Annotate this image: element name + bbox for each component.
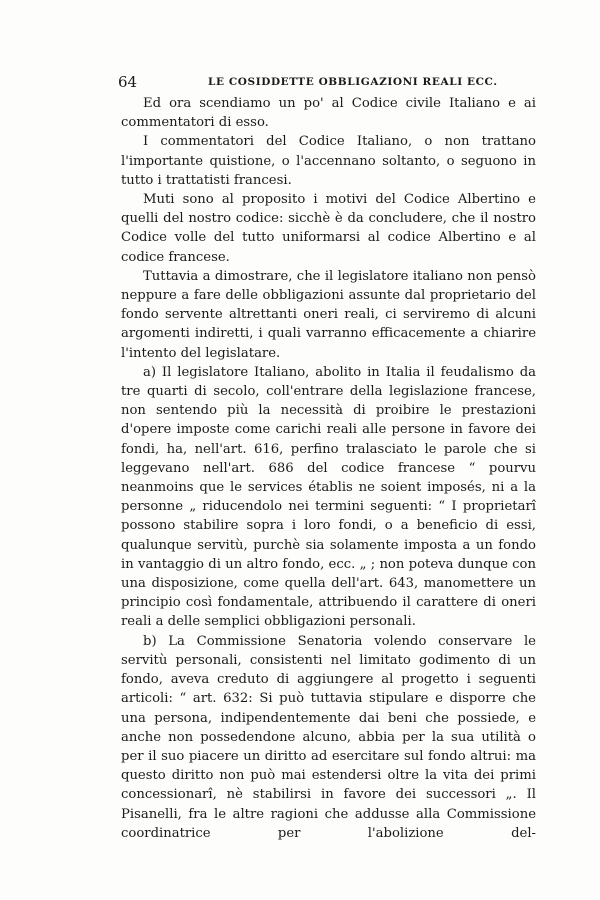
paragraph-b: b) La Commissione Senatoria volendo conservare le servitù personali, consistenti nel limitato godimento di un fondo, aveva creduto di aggiungere al progetto i seguenti articoli: “ art. 632: Si può tuttavia stipulare e disporre che una persona, indipendentemente dai beni che possiede, e anche non possedendone alcuno, abbia per la sua utilità o per il suo piacere un diritto ad esercitare sul fondo altrui: ma questo diritto non può mai estendersi oltre la vita dei primi concessionarî, nè stabilirsi in favore dei successori „. Il Pisanelli, fra le altre ragioni che addusse alla Commissione coordinatrice per l'abolizione del- bbox=[121, 633, 536, 841]
paragraph-3: Muti sono al proposito i motivi del Codice Albertino e quelli del nostro codice: sicchè è da concludere, che il nostro Codice volle del tutto uniformarsi al codice Albertino e al codice francese. bbox=[121, 192, 536, 265]
header-title: LE COSIDDETTE OBBLIGAZIONI REALI ECC. bbox=[208, 76, 498, 88]
paragraph-2: I commentatori del Codice Italiano, o non trattano l'importante quistione, o l'accennano soltanto, o seguono in tutto i trattatisti francesi. bbox=[121, 134, 536, 188]
paragraph-4: Tuttavia a dimostrare, che il legislatore italiano non pensò neppure a fare delle obbligazioni assunte dal proprietario del fondo servente altrettanti oneri reali, ci serviremo di alcuni argomenti indiretti, i quali varranno efficacemente a chiarire l'intento del legislatare. bbox=[121, 268, 536, 361]
body-text bbox=[121, 94, 536, 843]
paragraph-a: a) Il legislatore Italiano, abolito in Italia il feudalismo da tre quarti di secolo, coll'entrare della legislazione francese, non sentendo più la necessità di proibire le prestazioni d'opere imposte come carichi reali alle persone in favore dei fondi, ha, nell'art. 616, perfino tralasciato le parole che si leggevano nell'art. 686 del codice francese “ pourvu neanmoins que le services établis ne soient imposés, ni a la personne „ riducendolo nei termini seguenti: “ I proprietarî possono stabilire sopra i loro fondi, o a beneficio di essi, qualunque servitù, purchè sia solamente imposta a un fondo in vantaggio di un altro fondo, ecc. „ ; non poteva dunque con una disposizione, come quella dell'art. 643, manomettere un principio così fondamentale, attribuendo il carattere di oneri reali a delle semplici obbligazioni personali. bbox=[121, 364, 536, 630]
page-number: 64 bbox=[118, 73, 138, 91]
paragraph-1: Ed ora scendiamo un po' al Codice civile Italiano e ai commentatori di esso. bbox=[121, 96, 536, 131]
running-header bbox=[118, 73, 538, 91]
